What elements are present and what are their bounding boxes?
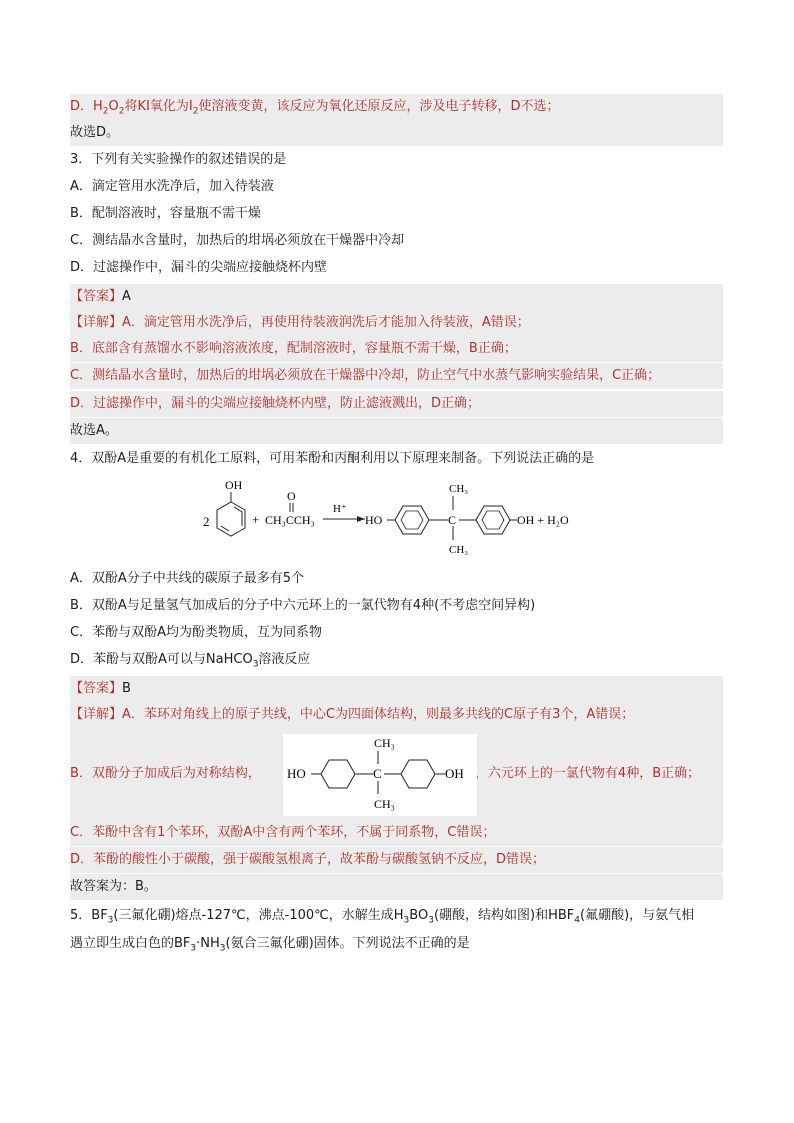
answer-value: B [122,681,131,696]
product-center-c: C [448,513,457,527]
catalyst: H⁺ [333,503,347,515]
product-ring-left [395,506,429,534]
cyclohexane-right [401,760,435,788]
q4-option-c: C．苯酚与双酚A均为酚类物质，互为同系物 [70,625,322,640]
product-ring-right [476,506,510,534]
plus-1: + [252,512,260,527]
q4-option-a: A．双酚A分子中共线的碳原子最多有5个 [70,571,305,586]
q4-stem: 4．双酚A是重要的有机化工原料，可用苯酚和丙酮利用以下原理来制备。下列说法正确的是 [70,451,595,466]
answer-tag: 【答案】 [70,681,123,696]
q3-detail-a: 【详解】A．滴定管用水洗净后，再使用待装液润洗后才能加入待装液，A错误； [70,310,723,336]
q3-option-b: B．配制溶液时，容量瓶不需干燥 [70,206,261,221]
acetone-o: O [287,489,296,503]
q5-stem-line1: 5．$BF_3$(三氟化硼)熔点-127℃，沸点-100℃，水解生成$H_3BO_3$(硼酸，结构如图)和$HBF_4$(氟硼酸)，与氨气相 [70,908,695,926]
q3-detail-d: D．过滤操作中，漏斗的尖端应接触烧杯内壁，防止滤液溅出，D正确； [70,391,723,417]
struct-oh: OH [445,766,464,781]
q3-option-a: A．滴定管用水洗净后，加入待装液 [70,179,274,194]
phenol-oh: OH [225,478,243,492]
answer-value: A [122,289,131,304]
q3-option-c: C．测结晶水含量时，加热后的坩埚必须放在干燥器中冷却 [70,233,405,248]
q4-detail-b: B．双酚分子加成后为对称结构， ，六元环上的一氯代物有4种，B正确； [70,728,723,820]
answer-tag: 【答案】 [70,289,123,304]
q3-conclusion: 故选A。 [70,418,723,444]
product-ch3-bottom: CH₃ [449,544,469,556]
q2-conclusion: 故选D。 [70,120,723,146]
acetone-formula: CH₃CCH₃ [265,513,315,527]
coef-2: 2 [203,514,210,529]
phenol-ring [217,502,245,536]
q4-detail-d: D．苯酚的酸性小于碳酸，强于碳酸氢根离子，故苯酚与碳酸氢钠不反应，D错误； [70,847,723,873]
detail-tag: 【详解】 [70,315,123,330]
q5-stem-line2: 遇立即生成白色的$BF_3\cdot NH_3$(氨合三氟化硼)固体。下列说法不正确的是 [70,936,470,954]
q4-answer [70,676,723,702]
detail-tag: 【详解】 [70,707,123,722]
q3-answer [70,284,723,310]
struct-ho: HO [287,766,306,781]
q4-conclusion: 故答案为：B。 [70,874,723,900]
product-tail: OH + H₂O [517,513,569,527]
q4-detail-a: 【详解】A．苯环对角线上的原子共线，中心C为四面体结构，则最多共线的C原子有3个，A错误； [70,702,723,728]
q3-detail-c: C．测结晶水含量时，加热后的坩埚必须放在干燥器中冷却，防止空气中水蒸气影响实验结果，C正确； [70,363,723,389]
reaction-equation [195,476,595,564]
q2-option-d: D．$H_2O_2$将KI氧化为$I_2$使溶液变黄，该反应为氧化还原反应，涉及电子转移，D不选； [70,94,723,120]
q3-stem: 3．下列有关实验操作的叙述错误的是 [70,152,287,167]
q4-option-b: B．双酚A与足量氢气加成后的分子中六元环上的一氯代物有4种(不考虑空间异构) [70,598,536,613]
q4-detail-c: C．苯酚中含有1个苯环，双酚A中含有两个苯环，不属于同系物，C错误； [70,820,723,846]
q3-option-d: D．过滤操作中，漏斗的尖端应接触烧杯内壁 [70,260,328,275]
struct-c: C [373,766,382,781]
struct-ch3-top: CH₃ [374,736,395,750]
hydrogenated-bisphenol-structure [283,734,477,816]
q3-detail-b: B．底部含有蒸馏水不影响溶液浓度，配制溶液时，容量瓶不需干燥，B正确； [70,336,723,362]
struct-ch3-bottom: CH₃ [374,797,395,811]
product-ho: HO [365,513,383,527]
cyclohexane-left [321,760,355,788]
q4-option-d: D．苯酚与双酚A可以与NaHCO$_3$溶液反应 [70,652,311,670]
product-ch3-top: CH₃ [449,483,469,495]
